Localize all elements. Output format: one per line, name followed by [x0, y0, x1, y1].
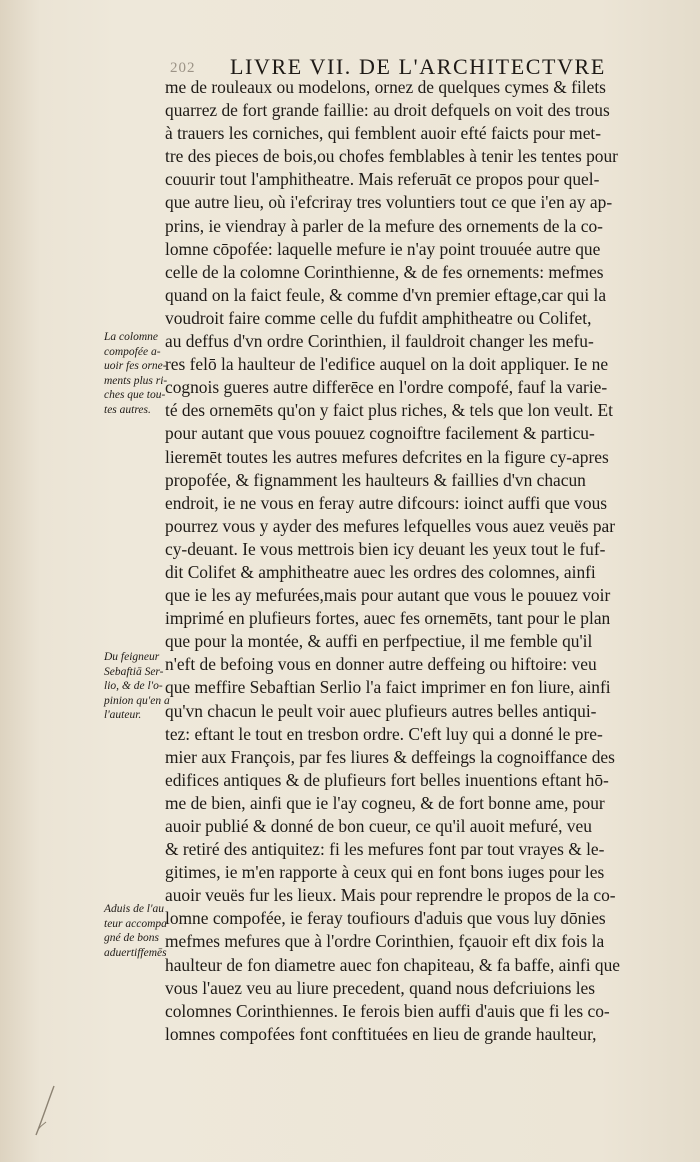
- margin-note-line: lio, & de l'o-: [104, 680, 163, 692]
- text-line: pour autant que vous pouuez cognoiftre facilement & particu-: [165, 423, 595, 444]
- text-line: propofée, & fignamment les haulteurs & faillies d'vn chacun: [165, 469, 586, 490]
- text-line: tre des pieces de bois,ou chofes femblables à tenir les tentes pour: [165, 146, 618, 167]
- text-line: quand on la faict feule, & comme d'vn premier eftage,car qui la: [165, 284, 607, 305]
- margin-note-line: Aduis de l'au: [104, 903, 164, 915]
- text-line: que pour la montée, & auffi en perfpectiue, il me femble qu'il: [165, 631, 593, 652]
- text-line: res felō la haulteur de l'edifice auquel on la doit appliquer. Ie ne: [165, 354, 609, 375]
- text-line: quarrez de fort grande faillie: au droit defquels on voit des trous: [165, 100, 610, 121]
- text-line: voudroit faire comme celle du fufdit amphitheatre ou Colifet,: [165, 307, 592, 328]
- margin-note-line: ches que tou-: [104, 389, 166, 401]
- text-line: auoir publié & donné de bon cueur, ce qu'il auoit mefuré, veu: [165, 816, 592, 836]
- text-line: me de bien, ainfi que ie l'ay cogneu, & de fort bonne ame, pour: [165, 792, 605, 813]
- text-line: colomnes Corinthiennes. Ie ferois bien auffi d'auis que fi les co-: [165, 1000, 610, 1021]
- margin-note-line: tes autres.: [104, 403, 151, 416]
- margin-note-line: aduertiffemēs: [104, 946, 167, 959]
- text-line: que autre lieu, où i'efcriray tres voluntiers tout ce que i'en ay ap-: [165, 192, 613, 213]
- text-line: mier aux François, par fes liures & deffeings la cognoiffance des: [165, 746, 615, 767]
- text-line: cognois gueres autre differēce en l'ordre compofé, fauf la varie-: [165, 377, 608, 398]
- text-line: qu'vn chacun le peult voir auec plufieurs autres belles antiqui-: [165, 700, 597, 721]
- text-line: me de rouleaux ou modelons, ornez de quelques cymes & filets: [165, 77, 606, 97]
- text-line: té des ornemēts qu'on y faict plus riches, & tels que lon veult. Et: [165, 400, 613, 421]
- text-line: mefmes mefures que à l'ordre Corinthien, fçauoir eft dix fois la: [165, 931, 605, 952]
- margin-note-line: gné de bons: [104, 932, 159, 944]
- text-line: prins, ie viendray à parler de la mefure des ornements de la co-: [165, 215, 603, 236]
- body-text: [165, 76, 635, 1046]
- running-head: LIVRE VII. DE L'ARCHITECTVRE: [230, 54, 606, 79]
- text-line: à trauers les corniches, qui femblent auoir efté faicts pour met-: [165, 123, 602, 144]
- text-line: lieremēt toutes les autres mefures defcrites en la figure cy-apres: [165, 446, 609, 467]
- text-line: celle de la colomne Corinthienne, & de fes ornements: mefmes: [165, 261, 604, 282]
- text-line: gitimes, ie m'en rapporte à ceux qui en font bons iuges pour les: [165, 862, 605, 883]
- margin-note-line: teur accompa: [104, 917, 167, 930]
- text-line: lomne compofée, ie feray toufiours d'aduis que vous luy dōnies: [165, 908, 606, 929]
- margin-note-line: uoir fes orne-: [104, 360, 167, 372]
- margin-note-serlio: [104, 650, 170, 723]
- text-line: que meffire Sebaftian Serlio l'a faict imprimer en fon liure, ainfi: [165, 677, 611, 698]
- text-line: pourrez vous y ayder des mefures lefquelles vous auez veuës par: [165, 515, 616, 536]
- margin-note-line: La colomne: [104, 331, 158, 343]
- margin-note-line: Sebaftiā Ser-: [104, 665, 164, 678]
- text-line: imprimé en plufieurs fortes, auec fes ornemēts, tant pour le plan: [165, 608, 611, 629]
- text-line: que ie les ay mefurées,mais pour autant que vous le pouuez voir: [165, 585, 611, 606]
- text-line: tez: eftant le tout en tresbon ordre. C'eft luy qui a donné le pre-: [165, 723, 603, 744]
- text-line: cy-deuant. Ie vous mettrois bien icy deuant les yeux tout le fuf-: [165, 538, 606, 559]
- text-line: endroit, ie ne vous en feray autre difcours: ioinct auffi que vous: [165, 492, 608, 513]
- text-line: n'eft de befoing vous en donner autre deffeing ou hiftoire: veu: [165, 654, 597, 675]
- text-line: couurir tout l'amphitheatre. Mais referuāt ce propos pour quel-: [165, 169, 600, 190]
- text-line: auoir veuës fur les lieux. Mais pour reprendre le propos de la co-: [165, 885, 616, 906]
- text-line: dit Colifet & amphitheatre auec les ordres des colomnes, ainfi: [165, 561, 596, 582]
- folio-number: 202: [170, 60, 196, 76]
- ink-stroke-mark: [28, 1080, 68, 1140]
- text-line: & retiré des antiquitez: fi les mefures font par tout vrayes & le-: [165, 839, 605, 860]
- text-line: haulteur de fon diametre auec fon chapiteau, & fa baffe, ainfi que: [165, 954, 621, 975]
- margin-note-composite-column: [104, 330, 166, 417]
- margin-note-line: pinion qu'en a: [104, 694, 170, 707]
- text-line: vous l'auez veu au liure precedent, quand nous defcriuions les: [165, 977, 596, 998]
- margin-note-line: Du feigneur: [104, 651, 160, 663]
- text-line: edifices antiques & de plufieurs fort belles inuentions eftant hō-: [165, 769, 609, 790]
- text-line: lomnes compofées font conftituées en lieu de grande haulteur,: [165, 1023, 597, 1044]
- margin-note-line: l'auteur.: [104, 709, 142, 721]
- margin-note-author-advice: [104, 902, 166, 960]
- text-line: lomne cōpofée: laquelle mefure ie n'ay point trouuée autre que: [165, 238, 601, 259]
- margin-note-line: compofée a-: [104, 345, 161, 358]
- text-line: au deffus d'vn ordre Corinthien, il fauldroit changer les mefu-: [165, 331, 594, 352]
- margin-note-line: ments plus ri-: [104, 374, 168, 387]
